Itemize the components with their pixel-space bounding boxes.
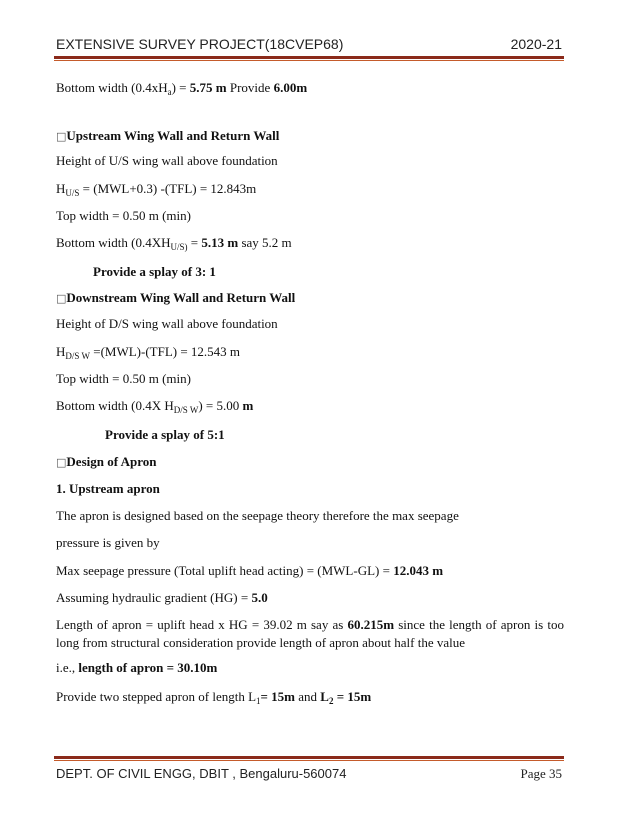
page-footer — [56, 766, 562, 784]
bullet-icon: □ — [56, 292, 67, 305]
header-year: 2020-21 — [510, 36, 562, 52]
text-line: Height of U/S wing wall above foundation — [56, 153, 278, 168]
formula-line: i.e., length of apron = 30.10m — [56, 660, 218, 675]
formula-line: Max seepage pressure (Total uplift head acting) = (MWL-GL) = 12.043 m — [56, 563, 444, 578]
text-line: Height of D/S wing wall above foundation — [56, 316, 278, 331]
formula-line: $H_{U/S} = (MWL+0.3) -(TFL) = 12.843m$ — [56, 181, 257, 198]
section-heading-downstream-wing-wall: □Downstream Wing Wall and Return Wall — [56, 290, 296, 305]
page-number: Page 35 — [520, 766, 562, 781]
header-rule — [54, 56, 564, 59]
formula-line: Provide two stepped apron of length $L_1= 15m$ and $L_2 = 15m$ — [56, 689, 372, 706]
formula-line: Bottom width ($0.4XH_{U/S)} = 5.13$ m say 5.2 m — [56, 235, 292, 252]
section-heading-upstream-wing-wall: □Upstream Wing Wall and Return Wall — [56, 128, 280, 143]
subheading-upstream-apron: 1. Upstream apron — [56, 481, 160, 496]
text-line: pressure is given by — [56, 535, 160, 550]
text-line: Top width = 0.50 m (min) — [56, 208, 191, 223]
text-line: Top width = 0.50 m (min) — [56, 371, 191, 386]
footer-rule-thin — [54, 760, 564, 761]
bottom-width-line: Bottom width $(0.4xH_a) = 5.75$ m Provide 6.00m — [56, 80, 308, 97]
bullet-icon: □ — [56, 456, 67, 469]
footer-rule — [54, 756, 564, 759]
section-heading-design-of-apron: □Design of Apron — [56, 454, 157, 469]
header-rule-thin — [54, 60, 564, 61]
formula-line: Bottom width (0.4X $H_{D/S W}) = 5.00$ m — [56, 398, 254, 415]
formula-line: $H_{D/S W} =(MWL)-(TFL) = 12.543$ m — [56, 344, 241, 361]
splay-note: Provide a splay of 3: 1 — [93, 264, 216, 279]
splay-note: Provide a splay of 5:1 — [105, 427, 225, 442]
text-line: The apron is designed based on the seepage theory therefore the max seepage — [56, 508, 459, 523]
apron-length-paragraph: Length of apron = uplift head x HG = 39.02 m say as 60.215m since the length of apron is too long from structural consideration provide length of apron about half the value — [56, 617, 564, 650]
page-header — [56, 36, 562, 54]
formula-line: Assuming hydraulic gradient (HG) = 5.0 — [56, 590, 268, 605]
header-title: EXTENSIVE SURVEY PROJECT(18CVEP68) — [56, 36, 344, 52]
bullet-icon: □ — [56, 130, 67, 143]
footer-department: DEPT. OF CIVIL ENGG, DBIT , Bengaluru-560074 — [56, 766, 347, 781]
